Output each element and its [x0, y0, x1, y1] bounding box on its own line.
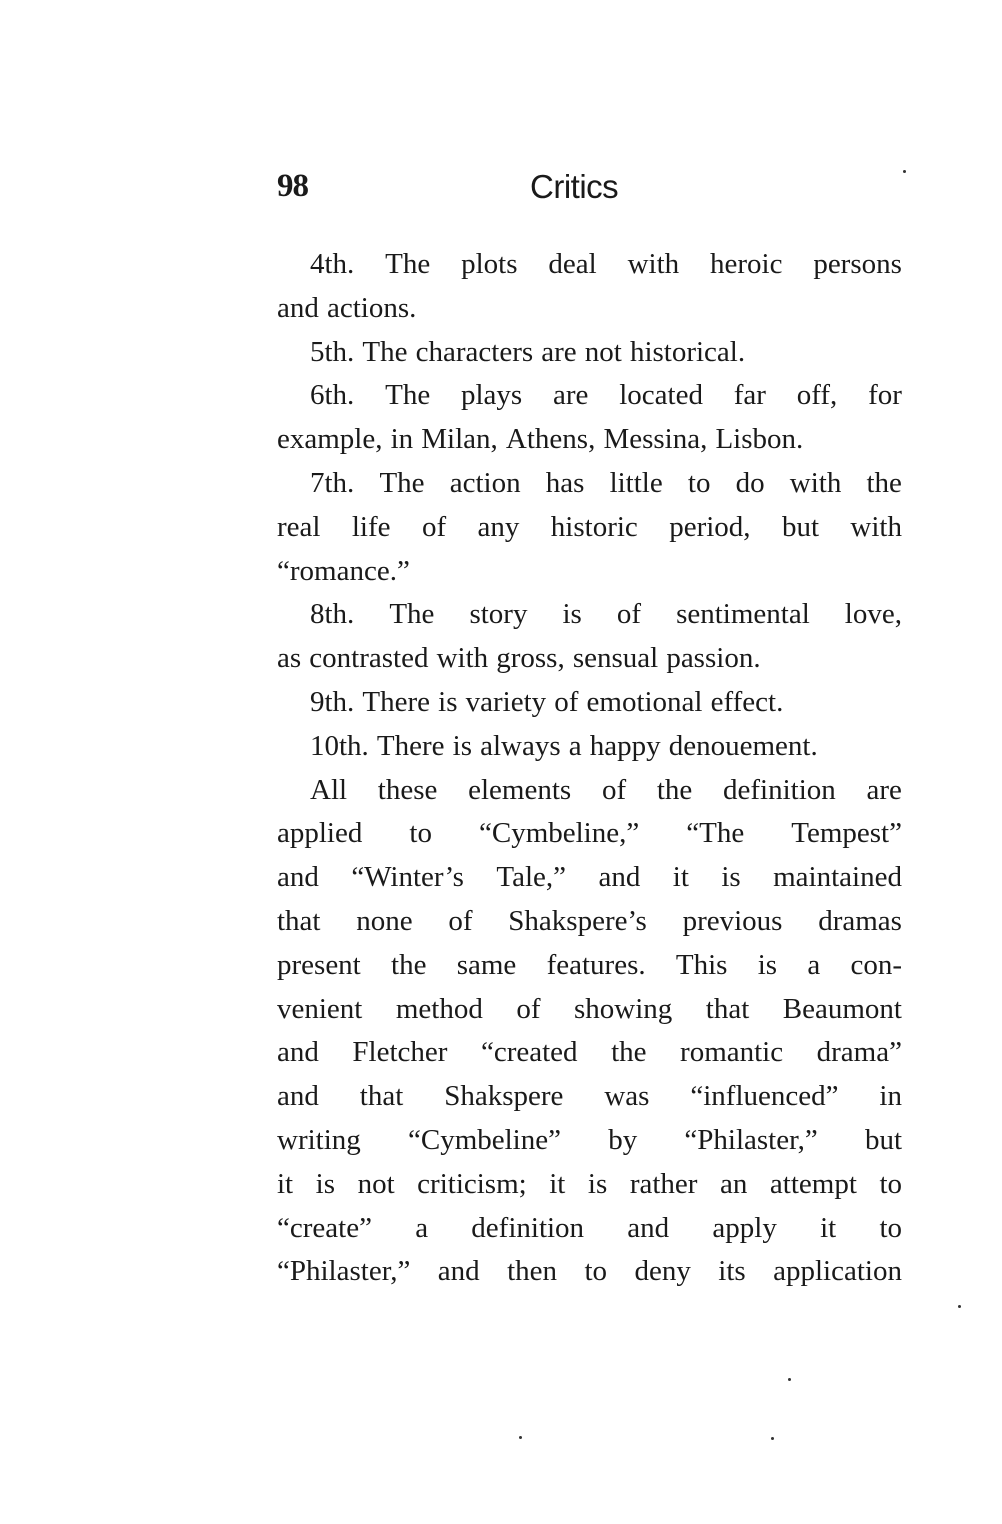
word: life: [351, 510, 391, 543]
body-text: [277, 243, 902, 1294]
text-line: [277, 944, 902, 988]
word: drama”: [816, 1036, 902, 1069]
word: was: [604, 1080, 650, 1113]
word: historic: [550, 510, 638, 543]
word: with: [627, 248, 680, 280]
word: 5th.: [310, 335, 355, 368]
word: Milan,: [421, 423, 498, 456]
word: for: [868, 379, 902, 412]
word: elements: [468, 773, 572, 806]
running-title: Critics: [530, 168, 619, 205]
word: “Philaster,”: [684, 1123, 818, 1156]
text-line: [277, 550, 902, 594]
word: characters: [415, 335, 534, 368]
word: real: [277, 510, 321, 543]
word: the: [866, 466, 902, 499]
word: romantic: [680, 1036, 784, 1069]
word: its: [718, 1255, 746, 1288]
word: Fletcher: [352, 1036, 448, 1069]
word: attempt: [769, 1167, 857, 1200]
word: 4th.: [310, 248, 355, 280]
text-line: [277, 331, 902, 375]
word: of: [616, 598, 642, 631]
word: happy: [589, 729, 661, 762]
text-line: [277, 593, 902, 637]
word: a: [415, 1211, 429, 1244]
word: and: [277, 861, 319, 894]
word: always: [480, 729, 561, 762]
word: passion.: [666, 642, 761, 675]
word: that: [705, 992, 750, 1025]
running-head: [277, 168, 902, 212]
text-line: [277, 1119, 902, 1163]
word: con-: [850, 948, 902, 981]
word: gross,: [496, 642, 565, 675]
word: of: [448, 904, 473, 937]
word: venient: [277, 992, 363, 1025]
word: Shakspere: [444, 1080, 564, 1113]
word: historical.: [629, 335, 746, 368]
word: love,: [844, 598, 902, 631]
scan-speck: [958, 1305, 961, 1308]
text-line: [277, 462, 902, 506]
text-line: [277, 506, 902, 550]
word: in: [879, 1080, 902, 1113]
word: All: [310, 773, 348, 806]
word: “Cymbeline,”: [478, 817, 640, 850]
text-line: [277, 1163, 902, 1207]
scan-speck: [788, 1378, 791, 1381]
word: apply: [712, 1211, 777, 1244]
word: “The: [686, 817, 745, 850]
word: to: [584, 1255, 608, 1288]
word: is: [438, 685, 458, 718]
word: has: [545, 466, 585, 499]
text-line: [277, 374, 902, 418]
word: dramas: [818, 904, 902, 937]
word: emotional: [586, 685, 703, 718]
word: plays: [461, 379, 523, 412]
word: Tale,”: [496, 861, 567, 894]
word: to: [879, 1211, 902, 1244]
text-line: [277, 1207, 902, 1251]
word: then: [507, 1255, 558, 1288]
text-line: [277, 243, 902, 287]
word: This: [675, 948, 728, 981]
word: far: [733, 379, 766, 412]
word: 10th.: [310, 729, 369, 762]
word: it: [820, 1211, 837, 1244]
word: There: [362, 685, 431, 718]
word: plots: [461, 248, 518, 280]
word: application: [773, 1255, 902, 1288]
word: is: [452, 729, 472, 762]
scan-speck: [771, 1437, 774, 1440]
word: action: [449, 466, 521, 499]
word: these: [377, 773, 438, 806]
word: effect.: [710, 685, 784, 718]
word: are: [553, 379, 589, 412]
word: is: [562, 598, 582, 631]
word: is: [721, 861, 741, 894]
word: “create”: [277, 1211, 372, 1244]
word: and: [277, 1080, 319, 1113]
word: example,: [277, 423, 383, 456]
page-number: 98: [277, 168, 308, 204]
word: “Winter’s: [351, 861, 464, 894]
word: none: [356, 904, 413, 937]
word: The: [385, 248, 431, 280]
word: it: [672, 861, 689, 894]
scan-speck: [903, 170, 906, 173]
text-line: [277, 988, 902, 1032]
word: sentimental: [676, 598, 810, 631]
word: previous: [682, 904, 783, 937]
word: showing: [573, 992, 673, 1025]
word: is: [315, 1167, 336, 1200]
word: contrasted: [309, 642, 429, 675]
word: actions.: [326, 291, 417, 324]
word: writing: [277, 1123, 361, 1156]
word: “Philaster,”: [277, 1255, 411, 1288]
word: “romance.”: [277, 554, 410, 587]
word: and: [277, 1036, 319, 1069]
word: rather: [629, 1167, 698, 1200]
word: of: [421, 510, 447, 543]
word: of: [516, 992, 541, 1025]
word: The: [385, 379, 431, 412]
word: little: [609, 466, 663, 499]
word: but: [781, 510, 820, 543]
word: and: [627, 1211, 670, 1244]
word: applied: [277, 817, 363, 850]
word: a: [807, 948, 821, 981]
word: not: [357, 1167, 395, 1200]
text-line: [277, 769, 902, 813]
word: definition: [471, 1211, 585, 1244]
word: do: [735, 466, 765, 499]
word: any: [477, 510, 520, 543]
text-line: [277, 637, 902, 681]
word: sensual: [572, 642, 659, 675]
word: Shakspere’s: [508, 904, 647, 937]
word: 6th.: [310, 379, 355, 412]
word: is: [587, 1167, 608, 1200]
word: the: [656, 773, 693, 806]
text-line: [277, 681, 902, 725]
word: are: [866, 773, 902, 806]
word: with: [436, 642, 489, 675]
word: The: [389, 598, 435, 631]
word: persons: [813, 248, 902, 280]
word: Tempest”: [791, 817, 902, 850]
text-line: [277, 1031, 902, 1075]
word: deal: [548, 248, 597, 280]
word: Messina,: [603, 423, 708, 456]
word: with: [850, 510, 902, 543]
word: Beaumont: [782, 992, 902, 1025]
word: of: [601, 773, 627, 806]
word: “created: [480, 1036, 578, 1069]
word: the: [611, 1036, 647, 1069]
word: are: [541, 335, 577, 368]
word: an: [719, 1167, 748, 1200]
word: There: [376, 729, 445, 762]
word: of: [554, 685, 579, 718]
word: and: [277, 291, 319, 324]
word: Athens,: [505, 423, 596, 456]
word: off,: [796, 379, 838, 412]
word: is: [757, 948, 778, 981]
word: deny: [634, 1255, 691, 1288]
word: Lisbon.: [715, 423, 804, 456]
word: that: [359, 1080, 404, 1113]
word: period,: [669, 510, 751, 543]
word: present: [277, 948, 361, 981]
word: by: [608, 1123, 638, 1156]
word: and: [598, 861, 641, 894]
word: a: [568, 729, 582, 762]
word: same: [456, 948, 517, 981]
scan-speck: [519, 1436, 522, 1439]
word: 7th.: [310, 466, 355, 499]
word: definition: [723, 773, 836, 806]
word: in: [390, 423, 414, 456]
text-line: [277, 1250, 902, 1294]
text-line: [277, 900, 902, 944]
word: “influenced”: [690, 1080, 839, 1113]
word: located: [619, 379, 703, 412]
word: maintained: [773, 861, 902, 894]
word: heroic: [709, 248, 783, 280]
word: The: [362, 335, 408, 368]
word: denouement.: [668, 729, 818, 762]
word: the: [391, 948, 427, 981]
text-line: [277, 1075, 902, 1119]
word: criticism;: [417, 1167, 527, 1200]
word: that: [277, 904, 321, 937]
word: with: [789, 466, 842, 499]
word: not: [584, 335, 622, 368]
word: features.: [546, 948, 646, 981]
text-line: [277, 418, 902, 462]
word: The: [379, 466, 425, 499]
word: variety: [465, 685, 547, 718]
word: it: [277, 1167, 294, 1200]
text-line: [277, 287, 902, 331]
text-line: [277, 812, 902, 856]
word: to: [409, 817, 432, 850]
text-line: [277, 856, 902, 900]
word: and: [437, 1255, 480, 1288]
word: method: [395, 992, 483, 1025]
word: to: [879, 1167, 902, 1200]
text-line: [277, 725, 902, 769]
word: as: [277, 642, 302, 675]
word: 9th.: [310, 685, 355, 718]
word: it: [549, 1167, 566, 1200]
word: “Cymbeline”: [407, 1123, 561, 1156]
word: to: [687, 466, 711, 499]
word: story: [469, 598, 528, 631]
word: but: [864, 1123, 902, 1156]
word: 8th.: [310, 598, 355, 631]
